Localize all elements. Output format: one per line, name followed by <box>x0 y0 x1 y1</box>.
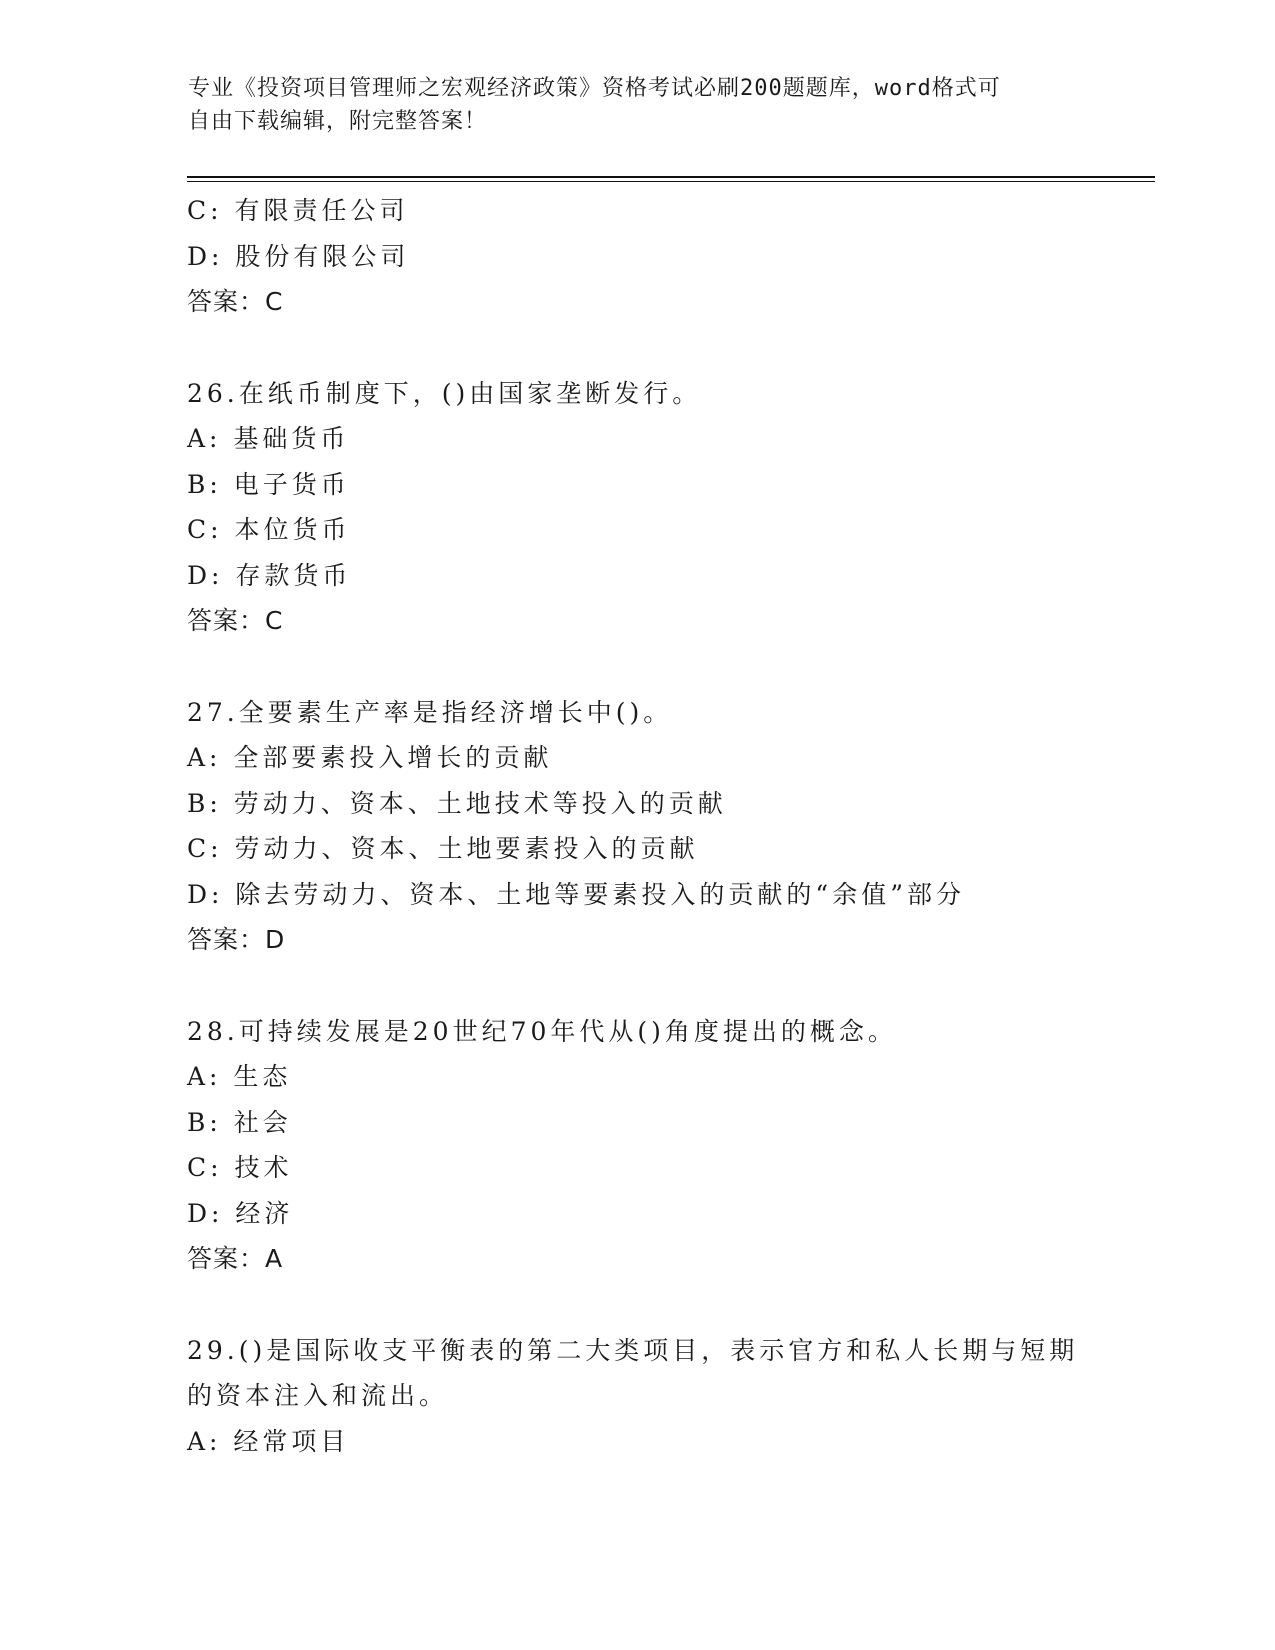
answer: 答案：C <box>187 606 284 635</box>
document-header <box>188 72 1088 138</box>
option-b: B: 社会 <box>187 1107 292 1137</box>
header-rule-thin <box>187 181 1155 182</box>
option-c: C: 劳动力、资本、土地要素投入的贡献 <box>187 834 699 863</box>
header-line-2: 自由下载编辑，附完整答案！ <box>188 109 488 134</box>
header-line-1: 专业《投资项目管理师之宏观经济政策》资格考试必刷200题题库，word格式可 <box>188 76 1001 101</box>
option-a: A: 经常项目 <box>187 1426 350 1456</box>
question-text: 27.全要素生产率是指经济增长中()。 <box>187 697 673 727</box>
option-d: D: 除去劳动力、资本、土地等要素投入的贡献的“余值”部分 <box>187 879 965 909</box>
question-text-line-1: 29.()是国际收支平衡表的第二大类项目，表示官方和私人长期与短期 <box>187 1335 1079 1365</box>
option-c: C: 有限责任公司 <box>187 196 409 225</box>
spacer <box>187 325 1087 371</box>
option-a: A: 基础货币 <box>187 424 350 453</box>
spacer <box>187 1282 1087 1328</box>
question-28 <box>187 1009 1087 1282</box>
spacer <box>187 644 1087 690</box>
spacer <box>187 963 1087 1009</box>
question-text-line-2: 的资本注入和流出。 <box>187 1381 449 1410</box>
header-rule-thick <box>187 176 1155 178</box>
answer: 答案：C <box>187 287 284 316</box>
option-d: D: 经济 <box>187 1198 294 1228</box>
question-27 <box>187 690 1087 963</box>
answer: 答案：D <box>187 925 286 954</box>
question-26 <box>187 371 1087 644</box>
option-d: D: 股份有限公司 <box>187 241 410 271</box>
option-d: D: 存款货币 <box>187 560 352 590</box>
question-text: 28.可持续发展是20世纪70年代从()角度提出的概念。 <box>187 1016 897 1046</box>
question-text: 26.在纸币制度下，()由国家垄断发行。 <box>187 378 702 408</box>
answer: 答案：A <box>187 1244 284 1273</box>
option-c: C: 技术 <box>187 1153 293 1182</box>
option-a: A: 生态 <box>187 1062 292 1091</box>
document-body <box>187 188 1087 1464</box>
question-25-tail <box>187 188 1087 325</box>
option-c: C: 本位货币 <box>187 515 351 544</box>
question-29 <box>187 1328 1087 1465</box>
option-b: B: 劳动力、资本、土地技术等投入的贡献 <box>187 788 727 818</box>
option-a: A: 全部要素投入增长的贡献 <box>187 743 553 772</box>
option-b: B: 电子货币 <box>187 469 350 499</box>
